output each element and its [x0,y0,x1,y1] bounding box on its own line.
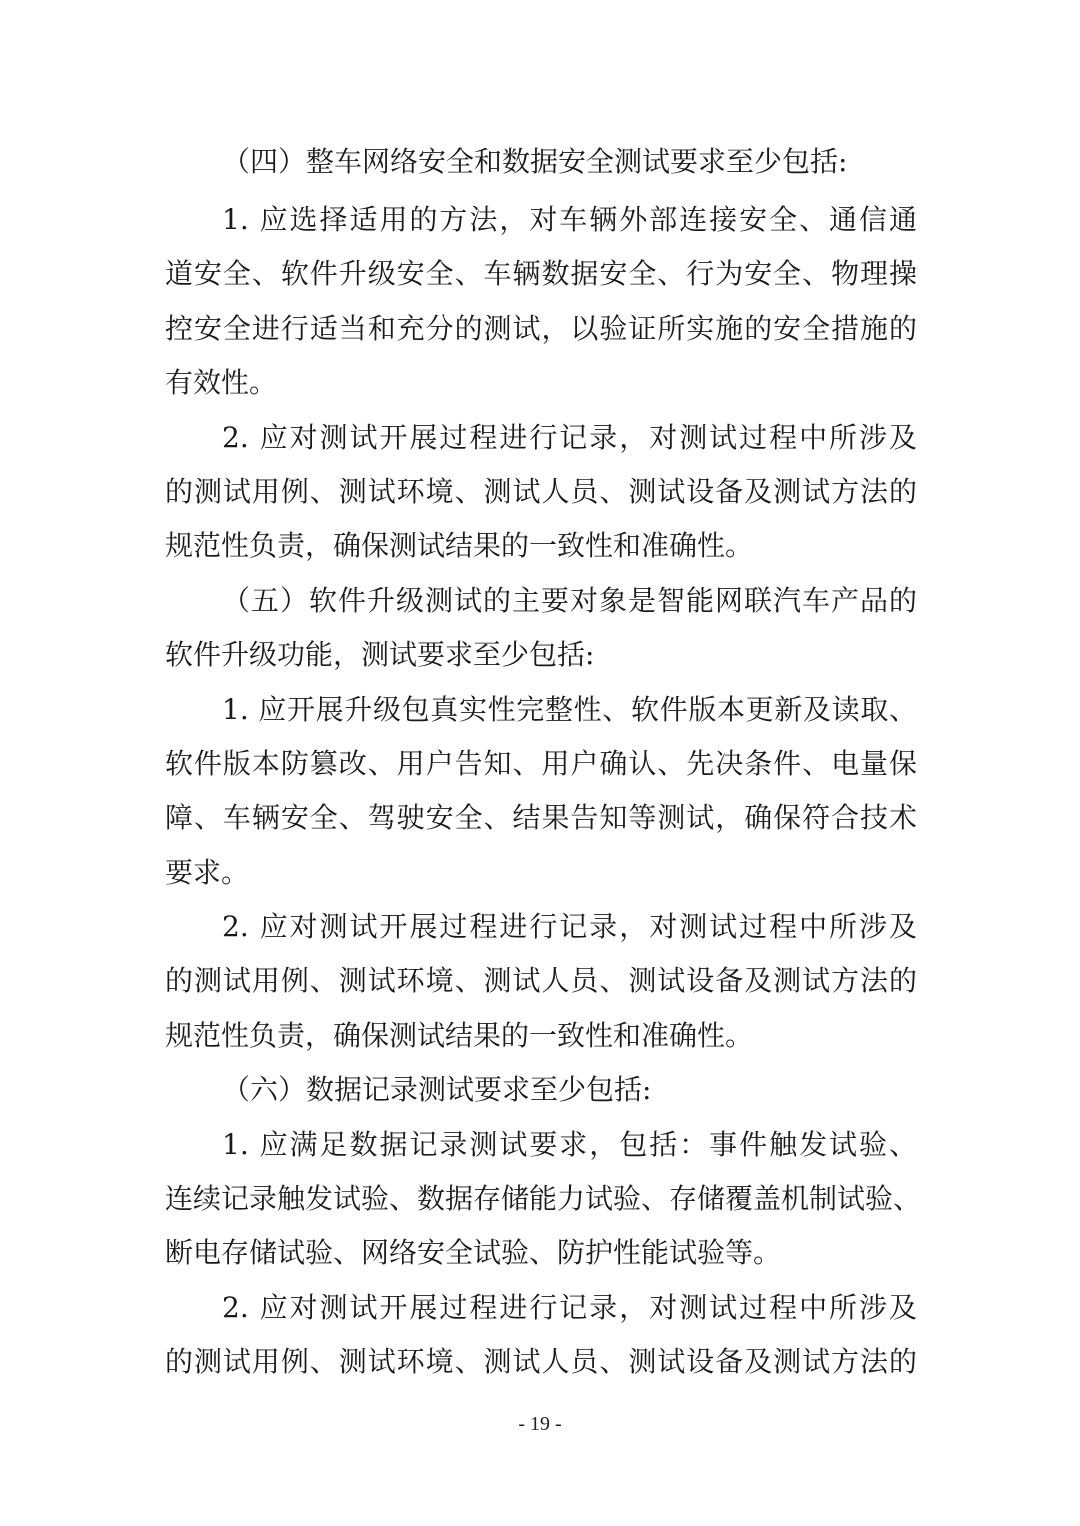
paragraph-line: 障、车辆安全、驾驶安全、结果告知等测试，确保符合技术 [165,801,917,834]
paragraph-line: 软件版本防篡改、用户告知、用户确认、先决条件、电量保 [165,747,917,780]
paragraph-line: 道安全、软件升级安全、车辆数据安全、行为安全、物理操 [165,257,917,290]
paragraph-line: 1. 应选择适用的方法，对车辆外部连接安全、通信通 [222,203,917,236]
page-number: - 19 - [518,1413,562,1435]
paragraph-line: 2. 应对测试开展过程进行记录，对测试过程中所涉及 [222,910,917,943]
paragraph-line: 要求。 [165,856,250,889]
paragraph-line: 2. 应对测试开展过程进行记录，对测试过程中所涉及 [222,1291,917,1324]
paragraph-line: 规范性负责，确保测试结果的一致性和准确性。 [165,529,754,562]
paragraph-line: 1. 应开展升级包真实性完整性、软件版本更新及读取、 [222,693,917,726]
section-heading-6: （六）数据记录测试要求至少包括: [222,1073,652,1106]
paragraph-line: 的测试用例、测试环境、测试人员、测试设备及测试方法的 [165,1345,917,1378]
paragraph-line: 2. 应对测试开展过程进行记录，对测试过程中所涉及 [222,421,917,454]
paragraph-line: 断电存储试验、网络安全试验、防护性能试验等。 [165,1236,782,1269]
paragraph-line: 有效性。 [165,366,278,399]
paragraph-line: 连续记录触发试验、数据存储能力试验、存储覆盖机制试验、 [165,1182,922,1215]
section-heading-4: （四）整车网络安全和数据安全测试要求至少包括: [222,145,848,178]
paragraph-line: 的测试用例、测试环境、测试人员、测试设备及测试方法的 [165,964,917,997]
paragraph-line: 1. 应满足数据记录测试要求，包括：事件触发试验、 [222,1128,917,1161]
paragraph-line: 规范性负责，确保测试结果的一致性和准确性。 [165,1019,754,1052]
paragraph-line: 软件升级功能，测试要求至少包括: [165,638,595,671]
section-heading-5: （五）软件升级测试的主要对象是智能网联汽车产品的 [222,584,917,617]
paragraph-line: 控安全进行适当和充分的测试，以验证所实施的安全措施的 [165,312,917,345]
paragraph-line: 的测试用例、测试环境、测试人员、测试设备及测试方法的 [165,475,917,508]
